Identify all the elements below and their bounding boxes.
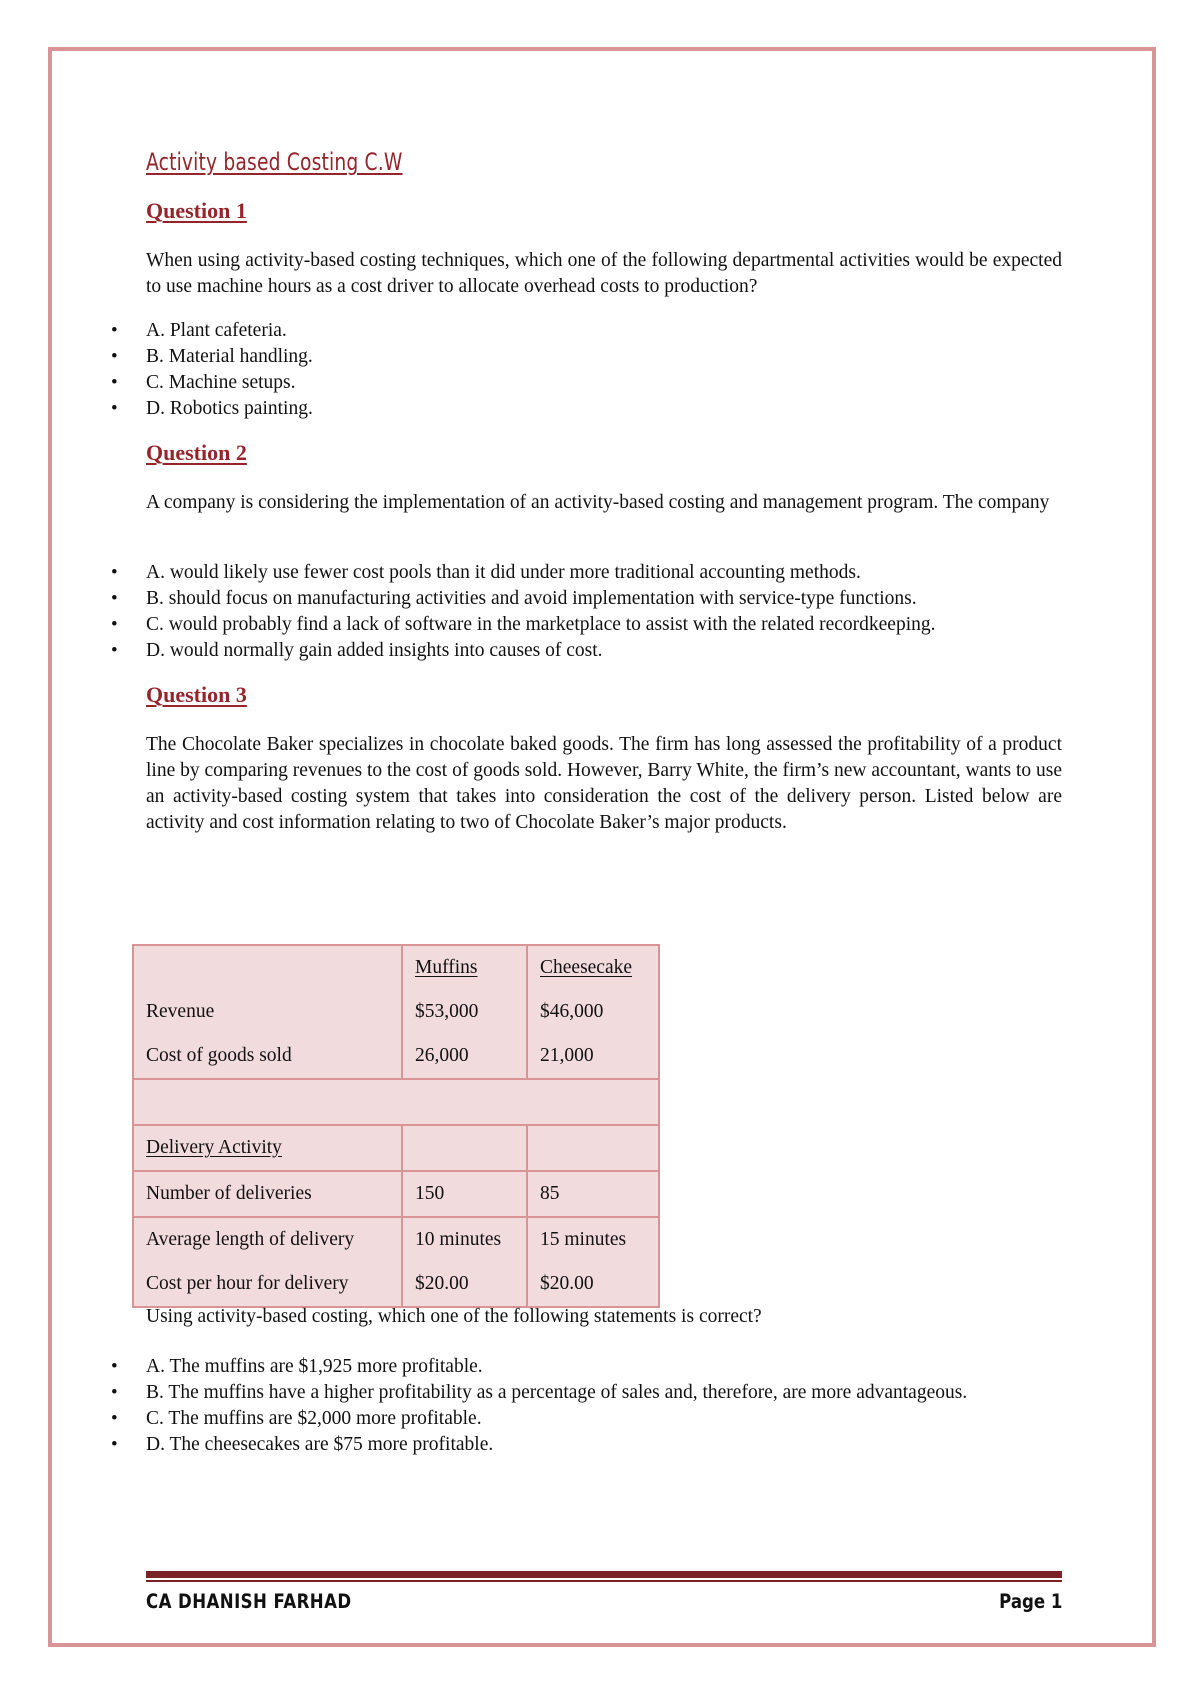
document-title: Activity based Costing C.W xyxy=(146,148,403,176)
table-row xyxy=(133,1171,659,1217)
empty-cell xyxy=(402,1125,527,1171)
option-item: • A. would likely use fewer cost pools than it did under more traditional accounting methods. xyxy=(146,560,1062,586)
option-item: • B. should focus on manufacturing activities and avoid implementation with service-type functions. xyxy=(146,586,1062,612)
question-3-options xyxy=(146,1354,1062,1458)
table-row xyxy=(133,1262,659,1307)
option-item: • D. The cheesecakes are $75 more profitable. xyxy=(146,1432,1062,1458)
footer-rule-thin xyxy=(146,1580,1062,1582)
option-item: • A. The muffins are $1,925 more profitable. xyxy=(146,1354,1062,1380)
table-row xyxy=(133,1034,659,1079)
cell-cheesecake: 21,000 xyxy=(527,1034,659,1079)
question-1-options xyxy=(146,318,1062,422)
footer-rule xyxy=(146,1571,1062,1578)
question-3-stem: The Chocolate Baker specializes in chocolate baked goods. The firm has long assessed the profitability of a product line by comparing revenues to the cost of goods sold. However, Barry White, the firm’s new accountant, wants to use an activity-based costing system that takes into consideration the cost of the delivery person. Listed below are activity and cost information relating to two of Chocolate Baker’s major products. xyxy=(146,734,1062,833)
table-row xyxy=(133,990,659,1034)
question-1-stem: When using activity-based costing techniques, which one of the following departmental activities would be expected to use machine hours as a cost driver to allocate overhead costs to production? xyxy=(146,250,1062,297)
table-row xyxy=(133,1217,659,1262)
cell-muffins: 10 minutes xyxy=(402,1217,527,1262)
question-3-followup: Using activity-based costing, which one of the following statements is correct? xyxy=(146,1306,762,1327)
cell-cheesecake: $46,000 xyxy=(527,990,659,1034)
option-item: • C. The muffins are $2,000 more profitable. xyxy=(146,1406,1062,1432)
option-item: • B. The muffins have a higher profitability as a percentage of sales and, therefore, are more advantageous. xyxy=(146,1380,1062,1406)
option-item: • B. Material handling. xyxy=(146,344,1062,370)
page-number: Page 1 xyxy=(998,1590,1062,1613)
option-item: • C. Machine setups. xyxy=(146,370,1062,396)
footer-author: CA DHANISH FARHAD xyxy=(146,1590,352,1613)
option-item: • D. Robotics painting. xyxy=(146,396,1062,422)
cell-cheesecake: $20.00 xyxy=(527,1262,659,1307)
row-label: Number of deliveries xyxy=(133,1171,402,1217)
table-corner-cell xyxy=(133,945,402,990)
row-label: Cost of goods sold xyxy=(133,1034,402,1079)
table-header-cheesecake: Cheesecake xyxy=(527,945,659,990)
empty-cell xyxy=(527,1125,659,1171)
option-item: • D. would normally gain added insights into causes of cost. xyxy=(146,638,1062,664)
delivery-cost-table xyxy=(132,944,660,1308)
row-label: Cost per hour for delivery xyxy=(133,1262,402,1307)
question-1-heading: Question 1 xyxy=(146,198,247,223)
cell-muffins: $53,000 xyxy=(402,990,527,1034)
row-label: Revenue xyxy=(133,990,402,1034)
question-3-heading: Question 3 xyxy=(146,682,247,707)
cell-muffins: 26,000 xyxy=(402,1034,527,1079)
table-header-muffins: Muffins xyxy=(402,945,527,990)
table-section-row xyxy=(133,1125,659,1171)
cell-muffins: $20.00 xyxy=(402,1262,527,1307)
option-item: • A. Plant cafeteria. xyxy=(146,318,1062,344)
row-label: Average length of delivery xyxy=(133,1217,402,1262)
cell-cheesecake: 15 minutes xyxy=(527,1217,659,1262)
cell-cheesecake: 85 xyxy=(527,1171,659,1217)
cell-muffins: 150 xyxy=(402,1171,527,1217)
question-2-options xyxy=(146,560,1062,664)
table-spacer-row xyxy=(133,1079,659,1125)
section-label: Delivery Activity xyxy=(133,1125,402,1171)
question-2-stem: A company is considering the implementation of an activity-based costing and management program. The company xyxy=(146,492,1050,513)
question-2-heading: Question 2 xyxy=(146,440,247,465)
option-item: • C. would probably find a lack of software in the marketplace to assist with the related recordkeeping. xyxy=(146,612,1062,638)
spacer-cell xyxy=(133,1079,659,1125)
